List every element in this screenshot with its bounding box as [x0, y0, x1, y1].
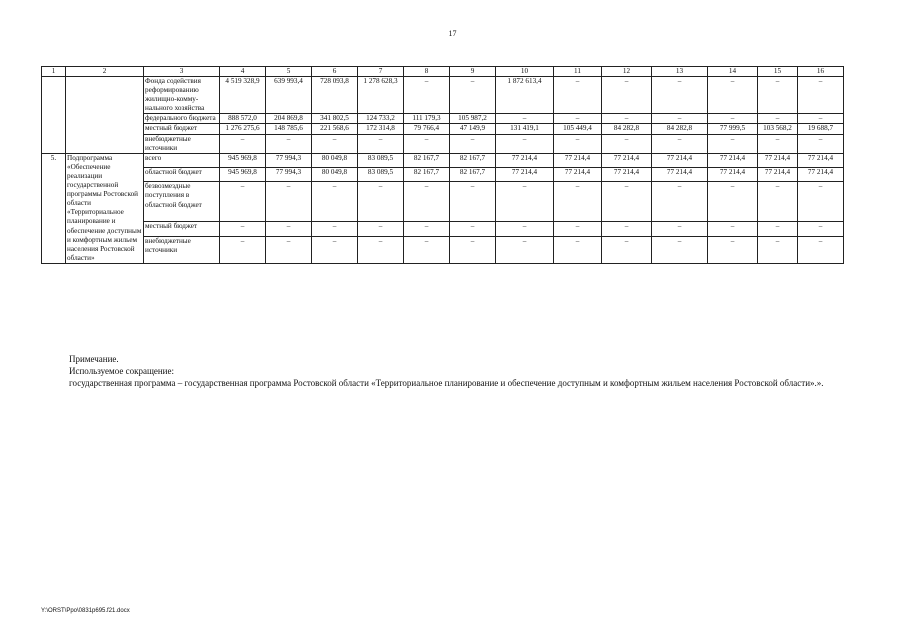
value-cell: – — [652, 236, 708, 263]
value-cell: – — [496, 222, 554, 236]
value-cell: – — [758, 182, 798, 222]
value-cell: 84 282,8 — [602, 124, 652, 134]
column-header: 9 — [450, 67, 496, 77]
value-cell: – — [708, 236, 758, 263]
column-header: 12 — [602, 67, 652, 77]
value-cell: – — [496, 182, 554, 222]
program-name-cell: Подпрограмма «Обеспечение реализации государственной программы Ростовской области «Территориальное планирование и обеспечение доступным и комфортным жильем населения Ростовской области» — [66, 153, 144, 263]
value-cell: 204 869,8 — [266, 114, 312, 124]
value-cell: 80 049,8 — [312, 168, 358, 182]
value-cell: – — [758, 222, 798, 236]
value-cell: – — [758, 114, 798, 124]
value-cell: 77 214,4 — [602, 168, 652, 182]
value-cell: – — [798, 77, 844, 114]
value-cell: 945 969,8 — [220, 153, 266, 167]
value-cell: – — [312, 222, 358, 236]
program-name-cell — [66, 77, 144, 154]
column-header: 8 — [404, 67, 450, 77]
value-cell: – — [358, 182, 404, 222]
value-cell: – — [602, 134, 652, 153]
funding-source-cell: федерального бюджета — [144, 114, 220, 124]
value-cell: – — [758, 134, 798, 153]
value-cell: – — [652, 182, 708, 222]
value-cell: 82 167,7 — [450, 153, 496, 167]
funding-source-cell: внебюджетные источники — [144, 236, 220, 263]
value-cell: – — [450, 222, 496, 236]
value-cell: – — [652, 77, 708, 114]
value-cell: – — [404, 236, 450, 263]
funding-source-cell: всего — [144, 153, 220, 167]
value-cell: 111 179,3 — [404, 114, 450, 124]
value-cell: – — [312, 134, 358, 153]
value-cell: – — [602, 114, 652, 124]
value-cell: 80 049,8 — [312, 153, 358, 167]
header-row — [42, 67, 844, 77]
funding-source-cell: областной бюджет — [144, 168, 220, 182]
column-header: 6 — [312, 67, 358, 77]
value-cell: – — [708, 222, 758, 236]
value-cell: 77 214,4 — [554, 168, 602, 182]
note-title: Примечание. — [69, 354, 119, 364]
value-cell: 82 167,7 — [404, 168, 450, 182]
value-cell: – — [496, 114, 554, 124]
abbreviation-label: Используемое сокращение: — [69, 365, 174, 376]
value-cell: 124 733,2 — [358, 114, 404, 124]
value-cell: – — [708, 114, 758, 124]
value-cell: – — [554, 114, 602, 124]
column-header: 15 — [758, 67, 798, 77]
column-header: 16 — [798, 67, 844, 77]
column-header: 14 — [708, 67, 758, 77]
value-cell: – — [450, 77, 496, 114]
value-cell: – — [798, 236, 844, 263]
value-cell: – — [266, 236, 312, 263]
value-cell: 1 872 613,4 — [496, 77, 554, 114]
value-cell: 945 969,8 — [220, 168, 266, 182]
value-cell: 77 214,4 — [708, 153, 758, 167]
value-cell: 103 568,2 — [758, 124, 798, 134]
value-cell: 888 572,0 — [220, 114, 266, 124]
funding-source-cell: Фонда содействия реформированию жилищно-комму-нального хозяйства — [144, 77, 220, 114]
table-row — [42, 134, 844, 153]
table-row — [42, 77, 844, 114]
value-cell: 19 688,7 — [798, 124, 844, 134]
value-cell: 47 149,9 — [450, 124, 496, 134]
value-cell: 77 214,4 — [652, 168, 708, 182]
value-cell: – — [554, 182, 602, 222]
column-header: 7 — [358, 67, 404, 77]
value-cell: – — [652, 114, 708, 124]
value-cell: – — [220, 236, 266, 263]
value-cell: 131 419,1 — [496, 124, 554, 134]
value-cell: – — [266, 182, 312, 222]
value-cell: 77 994,3 — [266, 168, 312, 182]
value-cell: 172 314,8 — [358, 124, 404, 134]
value-cell: – — [798, 134, 844, 153]
table-row — [42, 168, 844, 182]
table-body — [42, 67, 844, 264]
table-row — [42, 124, 844, 134]
value-cell: 4 519 328,9 — [220, 77, 266, 114]
value-cell: 105 449,4 — [554, 124, 602, 134]
row-number-cell — [42, 77, 66, 154]
value-cell: 82 167,7 — [404, 153, 450, 167]
value-cell: – — [554, 236, 602, 263]
value-cell: 77 214,4 — [554, 153, 602, 167]
funding-source-cell: безвозмездные поступления в областной бюджет — [144, 182, 220, 222]
column-header: 10 — [496, 67, 554, 77]
value-cell: – — [602, 236, 652, 263]
value-cell: – — [554, 77, 602, 114]
value-cell: 77 214,4 — [798, 153, 844, 167]
value-cell: – — [358, 236, 404, 263]
table-row — [42, 114, 844, 124]
column-header: 13 — [652, 67, 708, 77]
value-cell: 77 214,4 — [496, 168, 554, 182]
budget-table — [41, 66, 844, 264]
value-cell: – — [404, 77, 450, 114]
value-cell: 77 214,4 — [798, 168, 844, 182]
value-cell: – — [450, 134, 496, 153]
value-cell: – — [652, 222, 708, 236]
value-cell: 728 093,8 — [312, 77, 358, 114]
page-number: 17 — [448, 29, 457, 38]
value-cell: – — [220, 182, 266, 222]
value-cell: – — [758, 77, 798, 114]
abbreviation-text: государственная программа – государственная программа Ростовской области «Территориальное планирование и обеспечение доступным и комфортным жильем населения Ростовской области».». — [69, 377, 824, 388]
value-cell: 221 568,6 — [312, 124, 358, 134]
value-cell: – — [220, 134, 266, 153]
value-cell: 77 994,3 — [266, 153, 312, 167]
value-cell: – — [554, 134, 602, 153]
funding-source-cell: внебюджетные источники — [144, 134, 220, 153]
value-cell: – — [496, 236, 554, 263]
value-cell: – — [708, 182, 758, 222]
value-cell: 105 987,2 — [450, 114, 496, 124]
value-cell: – — [404, 182, 450, 222]
value-cell: 79 766,4 — [404, 124, 450, 134]
value-cell: – — [266, 222, 312, 236]
table-row — [42, 153, 844, 167]
column-header: 2 — [66, 67, 144, 77]
value-cell: 83 089,5 — [358, 168, 404, 182]
value-cell: 84 282,8 — [652, 124, 708, 134]
value-cell: 77 999,5 — [708, 124, 758, 134]
value-cell: – — [798, 222, 844, 236]
value-cell: 639 993,4 — [266, 77, 312, 114]
value-cell: – — [798, 114, 844, 124]
value-cell: – — [708, 77, 758, 114]
column-header: 4 — [220, 67, 266, 77]
value-cell: 1 278 628,3 — [358, 77, 404, 114]
value-cell: 77 214,4 — [708, 168, 758, 182]
value-cell: – — [266, 134, 312, 153]
table-row — [42, 182, 844, 222]
column-header: 1 — [42, 67, 66, 77]
value-cell: – — [404, 134, 450, 153]
table-row — [42, 236, 844, 263]
column-header: 5 — [266, 67, 312, 77]
notes-section — [41, 354, 843, 389]
value-cell: – — [450, 236, 496, 263]
value-cell: – — [652, 134, 708, 153]
value-cell: – — [404, 222, 450, 236]
value-cell: 77 214,4 — [758, 168, 798, 182]
value-cell: 82 167,7 — [450, 168, 496, 182]
value-cell: – — [708, 134, 758, 153]
value-cell: – — [312, 236, 358, 263]
value-cell: 77 214,4 — [758, 153, 798, 167]
value-cell: 341 802,5 — [312, 114, 358, 124]
value-cell: – — [602, 182, 652, 222]
value-cell: – — [358, 134, 404, 153]
table-row — [42, 222, 844, 236]
value-cell: – — [312, 182, 358, 222]
value-cell: – — [798, 182, 844, 222]
value-cell: – — [758, 236, 798, 263]
column-header: 3 — [144, 67, 220, 77]
value-cell: 148 785,6 — [266, 124, 312, 134]
value-cell: 83 089,5 — [358, 153, 404, 167]
funding-source-cell: местный бюджет — [144, 222, 220, 236]
value-cell: – — [220, 222, 266, 236]
value-cell: – — [450, 182, 496, 222]
value-cell: 77 214,4 — [496, 153, 554, 167]
file-path-footer: Y:\ORST\Ppo\0831p695.f21.docx — [41, 608, 130, 614]
column-header: 11 — [554, 67, 602, 77]
row-number-cell: 5. — [42, 153, 66, 263]
value-cell: 77 214,4 — [652, 153, 708, 167]
value-cell: – — [602, 77, 652, 114]
value-cell: – — [602, 222, 652, 236]
value-cell: 77 214,4 — [602, 153, 652, 167]
funding-source-cell: местный бюджет — [144, 124, 220, 134]
value-cell: – — [358, 222, 404, 236]
value-cell: – — [554, 222, 602, 236]
value-cell: 1 276 275,6 — [220, 124, 266, 134]
value-cell: – — [496, 134, 554, 153]
